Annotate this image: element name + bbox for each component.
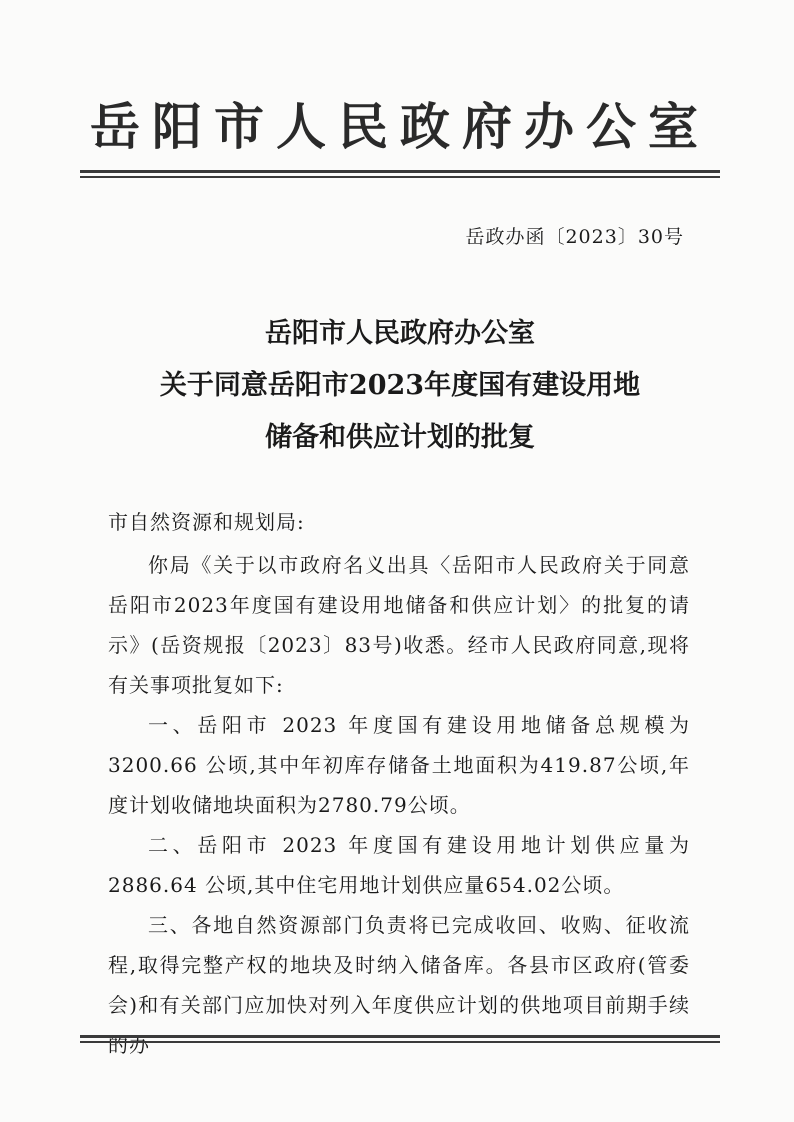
body-paragraph: 一、岳阳市 2023 年度国有建设用地储备总规模为 3200.66 公顷,其中年初库存储备土地面积为419.87公顷,年度计划收储地块面积为2780.79公顷。 (108, 713, 690, 817)
body-paragraph: 二、岳阳市 2023 年度国有建设用地计划供应量为 2886.64 公顷,其中住宅用地计划供应量654.02公顷。 (108, 833, 690, 897)
letterhead-double-rule (80, 170, 720, 178)
title-line: 岳阳市人民政府办公室 (265, 318, 535, 349)
body-paragraph: 三、各地自然资源部门负责将已完成收回、收购、征收流程,取得完整产权的地块及时纳入储备库。各县市区政府(管委会)和有关部门应加快对列入年度供应计划的供地项目前期手续的办 (108, 913, 690, 1057)
footer-double-rule (80, 1035, 720, 1043)
body-paragraph: 你局《关于以市政府名义出具〈岳阳市人民政府关于同意岳阳市2023年度国有建设用地储备和供应计划〉的批复的请示》(岳资规报〔2023〕83号)收悉。经市人民政府同意,现将有关事项批复如下: (108, 553, 690, 697)
letterhead-title: 岳阳市人民政府办公室 (90, 97, 710, 156)
document-number: 岳政办函〔2023〕30号 (465, 226, 684, 248)
title-line: 关于同意岳阳市2023年度国有建设用地 (159, 370, 641, 401)
body-paragraphs (108, 545, 690, 1065)
title-line: 储备和供应计划的批复 (265, 422, 535, 453)
document-title (80, 308, 720, 464)
addressee: 市自然资源和规划局: (108, 510, 305, 534)
